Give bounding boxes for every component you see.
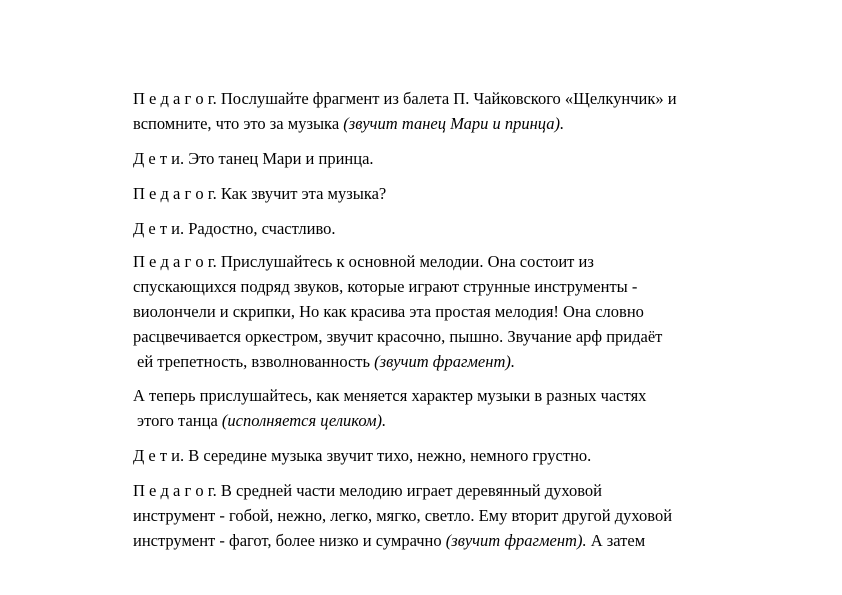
text-line: ей трепетность, взволнованность (звучит фрагмент). [137,352,515,371]
text-line: этого танца (исполняется целиком). [137,411,387,430]
text-line: Д е т и. В середине музыка звучит тихо, нежно, немного грустно. [133,446,592,465]
text-line: виолончели и скрипки, Но как красива эта простая мелодия! Она словно [133,302,644,321]
text-line: Д е т и. Это танец Мари и принца. [133,149,374,168]
text-line: П е д а г о г. Прислушайтесь к основной мелодии. Она состоит из [133,252,594,271]
stage-direction: (исполняется целиком). [221,411,387,430]
text-line: Д е т и. Радостно, счастливо. [133,219,336,238]
stage-direction: (звучит танец Мари и принца). [343,114,565,133]
stage-direction: (звучит фрагмент). [445,531,587,550]
text-line: расцвечивается оркестром, звучит красочно, пышно. Звучание арф придаёт [133,327,663,346]
stage-direction: (звучит фрагмент). [374,352,515,371]
text-line: П е д а г о г. В средней части мелодию играет деревянный духовой [133,481,603,500]
text-line: А теперь прислушайтесь, как меняется характер музыки в разных частях [133,386,647,405]
text-line: П е д а г о г. Как звучит эта музыка? [133,184,387,203]
text-line: вспомните, что это за музыка (звучит танец Мари и принца). [133,114,565,133]
text-line: инструмент - гобой, нежно, легко, мягко, светло. Ему вторит другой духовой [133,506,673,525]
text-line: спускающихся подряд звуков, которые играют струнные инструменты - [133,277,638,296]
text-line: инструмент - фагот, более низко и сумрачно (звучит фрагмент). А затем [133,531,646,550]
text-line: П е д а г о г. Послушайте фрагмент из балета П. Чайковского «Щелкунчик» и [133,89,677,108]
